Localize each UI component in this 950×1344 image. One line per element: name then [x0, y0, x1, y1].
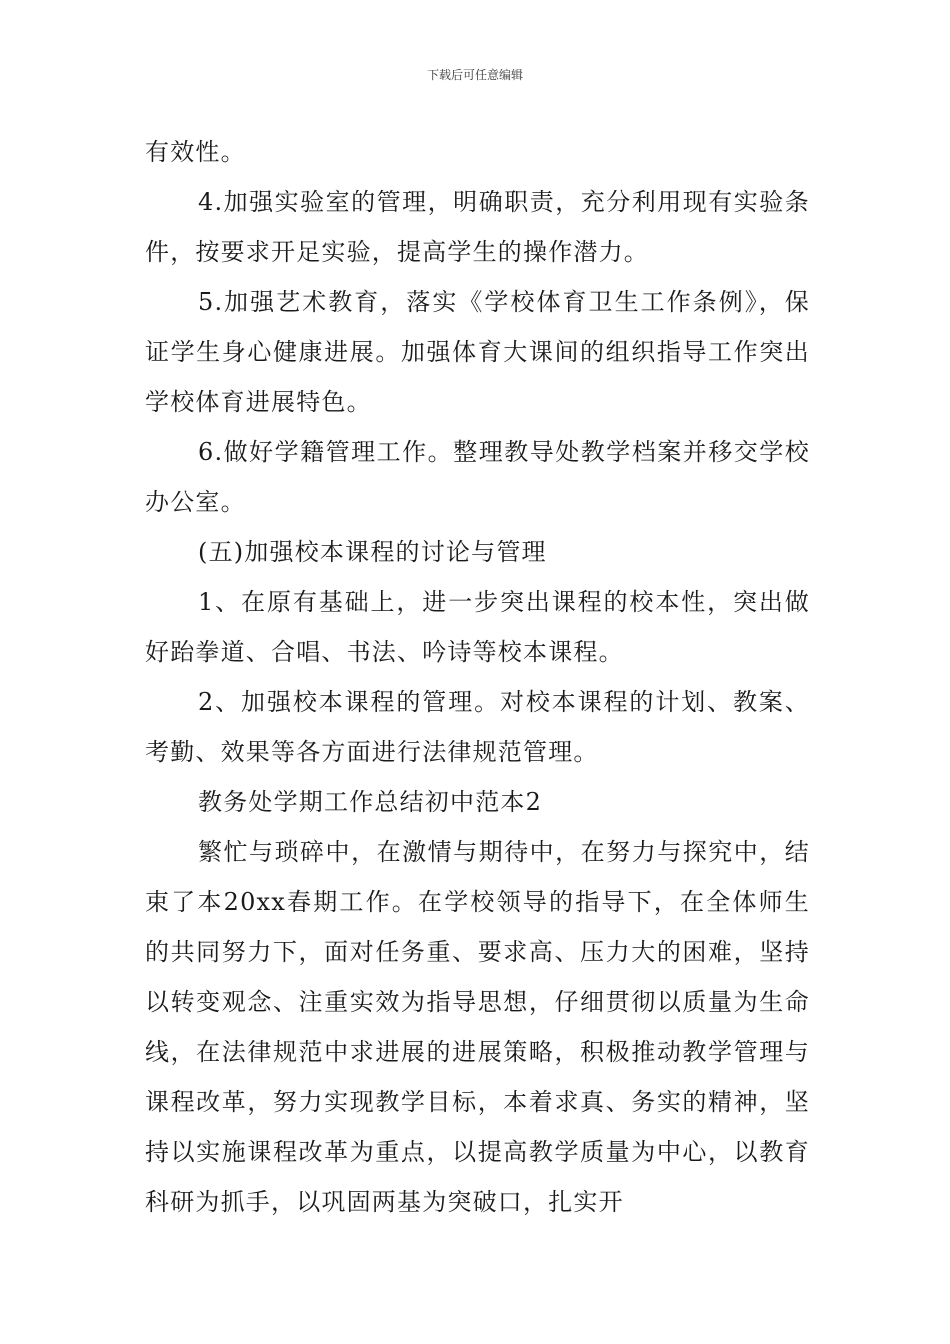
paragraph-2: 4.加强实验室的管理，明确职责，充分利用现有实验条件，按要求开足实验，提高学生的操作潜力。 — [145, 188, 810, 266]
paragraph-1: 有效性。 — [145, 138, 246, 166]
paragraph-5: 1、在原有基础上，进一步突出课程的校本性，突出做好跆拳道、合唱、书法、吟诗等校本课程。 — [145, 588, 810, 666]
paragraph-3: 5.加强艺术教育，落实《学校体育卫生工作条例》，保证学生身心健康进展。加强体育大课间的组织指导工作突出学校体育进展特色。 — [145, 288, 810, 416]
paragraph-4: 6.做好学籍管理工作。整理教导处教学档案并移交学校办公室。 — [145, 438, 810, 516]
paragraph-7: 繁忙与琐碎中，在激情与期待中，在努力与探究中，结束了本20xx春期工作。在学校领导的指导下，在全体师生的共同努力下，面对任务重、要求高、压力大的困难，坚持以转变观念、注重实效为指导思想，仔细贯彻以质量为生命线，在法律规范中求进展的进展策略，积极推动教学管理与课程改革，努力实现教学目标，本着求真、务实的精神，坚持以实施课程改革为重点，以提高教学质量为中心，以教育科研为抓手，以巩固两基为突破口，扎实开 — [145, 838, 810, 1216]
document-title: 教务处学期工作总结初中范本2 — [198, 788, 543, 816]
section-heading: (五)加强校本课程的讨论与管理 — [198, 538, 547, 566]
paragraph-6: 2、加强校本课程的管理。对校本课程的计划、教案、考勤、效果等各方面进行法律规范管理。 — [145, 688, 810, 766]
document-body — [145, 127, 810, 1227]
page-header-note: 下载后可任意编辑 — [426, 68, 523, 82]
